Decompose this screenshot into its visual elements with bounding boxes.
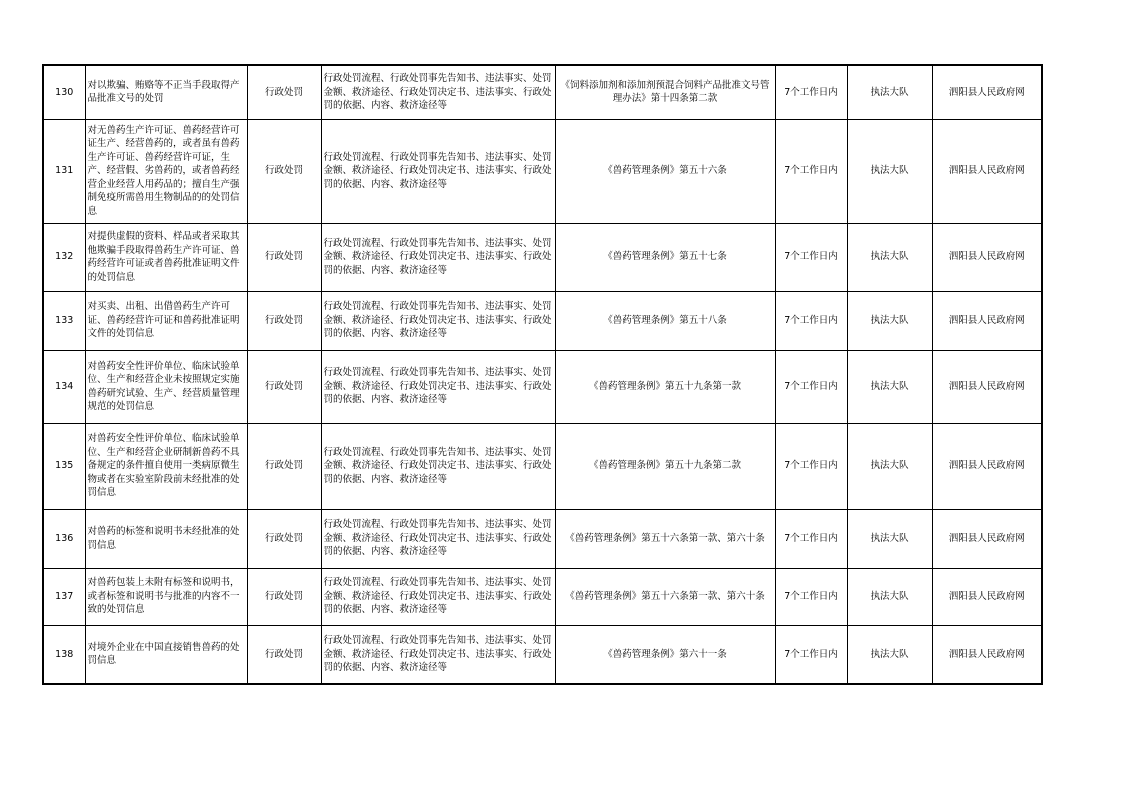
responsible-dept: 执法大队 [847, 65, 932, 119]
legal-basis: 《兽药管理条例》第五十六条 [555, 119, 775, 223]
disclosure-content: 行政处罚流程、行政处罚事先告知书、违法事实、处罚金额、救济途径、行政处罚决定书、违法事实、行政处罚的依据、内容、救济途径等 [321, 625, 555, 684]
disclosure-site: 泗阳县人民政府网 [932, 509, 1042, 568]
table-row [43, 223, 1042, 291]
disclosure-site: 泗阳县人民政府网 [932, 119, 1042, 223]
legal-basis: 《兽药管理条例》第五十六条第一款、第六十条 [555, 509, 775, 568]
legal-basis: 《兽药管理条例》第五十六条第一款、第六十条 [555, 568, 775, 625]
item-type: 行政处罚 [247, 625, 321, 684]
item-name: 对兽药安全性评价单位、临床试验单位、生产和经营企业研制新兽药不具备规定的条件擅自使用一类病原微生物或者在实验室阶段前未经批准的处罚信息 [85, 423, 247, 509]
item-name: 对兽药安全性评价单位、临床试验单位、生产和经营企业未按照规定实施兽药研究试验、生产、经营质量管理规范的处罚信息 [85, 350, 247, 423]
legal-basis: 《兽药管理条例》第五十七条 [555, 223, 775, 291]
disclosure-content: 行政处罚流程、行政处罚事先告知书、违法事实、处罚金额、救济途径、行政处罚决定书、违法事实、行政处罚的依据、内容、救济途径等 [321, 119, 555, 223]
row-number: 133 [43, 291, 85, 350]
item-type: 行政处罚 [247, 223, 321, 291]
item-type: 行政处罚 [247, 568, 321, 625]
item-name: 对境外企业在中国直接销售兽药的处罚信息 [85, 625, 247, 684]
disclosure-content: 行政处罚流程、行政处罚事先告知书、违法事实、处罚金额、救济途径、行政处罚决定书、违法事实、行政处罚的依据、内容、救济途径等 [321, 65, 555, 119]
item-name: 对无兽药生产许可证、兽药经营许可证生产、经营兽药的，或者虽有兽药生产许可证、兽药经营许可证，生产、经营假、劣兽药的，或者兽药经营企业经营人用药品的；擅自生产强制免疫所需兽用生物制品的的处罚信息 [85, 119, 247, 223]
disclosure-content: 行政处罚流程、行政处罚事先告知书、违法事实、处罚金额、救济途径、行政处罚决定书、违法事实、行政处罚的依据、内容、救济途径等 [321, 291, 555, 350]
item-name: 对以欺骗、贿赂等不正当手段取得产品批准文号的处罚 [85, 65, 247, 119]
disclosure-content: 行政处罚流程、行政处罚事先告知书、违法事实、处罚金额、救济途径、行政处罚决定书、违法事实、行政处罚的依据、内容、救济途径等 [321, 568, 555, 625]
table-row [43, 65, 1042, 119]
row-number: 138 [43, 625, 85, 684]
responsible-dept: 执法大队 [847, 509, 932, 568]
legal-basis: 《兽药管理条例》第五十八条 [555, 291, 775, 350]
table-row [43, 350, 1042, 423]
responsible-dept: 执法大队 [847, 350, 932, 423]
disclosure-site: 泗阳县人民政府网 [932, 568, 1042, 625]
item-name: 对提供虚假的资料、样品或者采取其他欺骗手段取得兽药生产许可证、兽药经营许可证或者兽药批准证明文件的处罚信息 [85, 223, 247, 291]
item-name: 对兽药包装上未附有标签和说明书，或者标签和说明书与批准的内容不一致的处罚信息 [85, 568, 247, 625]
disclosure-time: 7个工作日内 [775, 223, 847, 291]
legal-basis: 《饲料添加剂和添加剂预混合饲料产品批准文号管理办法》第十四条第二款 [555, 65, 775, 119]
legal-basis: 《兽药管理条例》第五十九条第二款 [555, 423, 775, 509]
responsible-dept: 执法大队 [847, 223, 932, 291]
disclosure-content: 行政处罚流程、行政处罚事先告知书、违法事实、处罚金额、救济途径、行政处罚决定书、违法事实、行政处罚的依据、内容、救济途径等 [321, 423, 555, 509]
row-number: 134 [43, 350, 85, 423]
disclosure-site: 泗阳县人民政府网 [932, 65, 1042, 119]
item-type: 行政处罚 [247, 119, 321, 223]
table-row [43, 568, 1042, 625]
table-row [43, 509, 1042, 568]
responsible-dept: 执法大队 [847, 625, 932, 684]
disclosure-site: 泗阳县人民政府网 [932, 223, 1042, 291]
disclosure-time: 7个工作日内 [775, 625, 847, 684]
disclosure-time: 7个工作日内 [775, 65, 847, 119]
table-row [43, 625, 1042, 684]
disclosure-site: 泗阳县人民政府网 [932, 350, 1042, 423]
legal-basis: 《兽药管理条例》第五十九条第一款 [555, 350, 775, 423]
row-number: 131 [43, 119, 85, 223]
table-row [43, 423, 1042, 509]
row-number: 130 [43, 65, 85, 119]
disclosure-time: 7个工作日内 [775, 291, 847, 350]
disclosure-table [42, 64, 1043, 685]
disclosure-content: 行政处罚流程、行政处罚事先告知书、违法事实、处罚金额、救济途径、行政处罚决定书、违法事实、行政处罚的依据、内容、救济途径等 [321, 509, 555, 568]
legal-basis: 《兽药管理条例》第六十一条 [555, 625, 775, 684]
disclosure-time: 7个工作日内 [775, 509, 847, 568]
disclosure-time: 7个工作日内 [775, 119, 847, 223]
responsible-dept: 执法大队 [847, 568, 932, 625]
table-row [43, 291, 1042, 350]
disclosure-time: 7个工作日内 [775, 423, 847, 509]
responsible-dept: 执法大队 [847, 291, 932, 350]
disclosure-content: 行政处罚流程、行政处罚事先告知书、违法事实、处罚金额、救济途径、行政处罚决定书、违法事实、行政处罚的依据、内容、救济途径等 [321, 350, 555, 423]
responsible-dept: 执法大队 [847, 423, 932, 509]
disclosure-time: 7个工作日内 [775, 350, 847, 423]
disclosure-site: 泗阳县人民政府网 [932, 423, 1042, 509]
item-type: 行政处罚 [247, 65, 321, 119]
item-type: 行政处罚 [247, 291, 321, 350]
item-type: 行政处罚 [247, 509, 321, 568]
row-number: 137 [43, 568, 85, 625]
row-number: 132 [43, 223, 85, 291]
disclosure-content: 行政处罚流程、行政处罚事先告知书、违法事实、处罚金额、救济途径、行政处罚决定书、违法事实、行政处罚的依据、内容、救济途径等 [321, 223, 555, 291]
disclosure-site: 泗阳县人民政府网 [932, 291, 1042, 350]
item-type: 行政处罚 [247, 350, 321, 423]
row-number: 135 [43, 423, 85, 509]
item-name: 对兽药的标签和说明书未经批准的处罚信息 [85, 509, 247, 568]
item-type: 行政处罚 [247, 423, 321, 509]
item-name: 对买卖、出租、出借兽药生产许可证、兽药经营许可证和兽药批准证明文件的处罚信息 [85, 291, 247, 350]
disclosure-time: 7个工作日内 [775, 568, 847, 625]
responsible-dept: 执法大队 [847, 119, 932, 223]
table-row [43, 119, 1042, 223]
disclosure-site: 泗阳县人民政府网 [932, 625, 1042, 684]
row-number: 136 [43, 509, 85, 568]
